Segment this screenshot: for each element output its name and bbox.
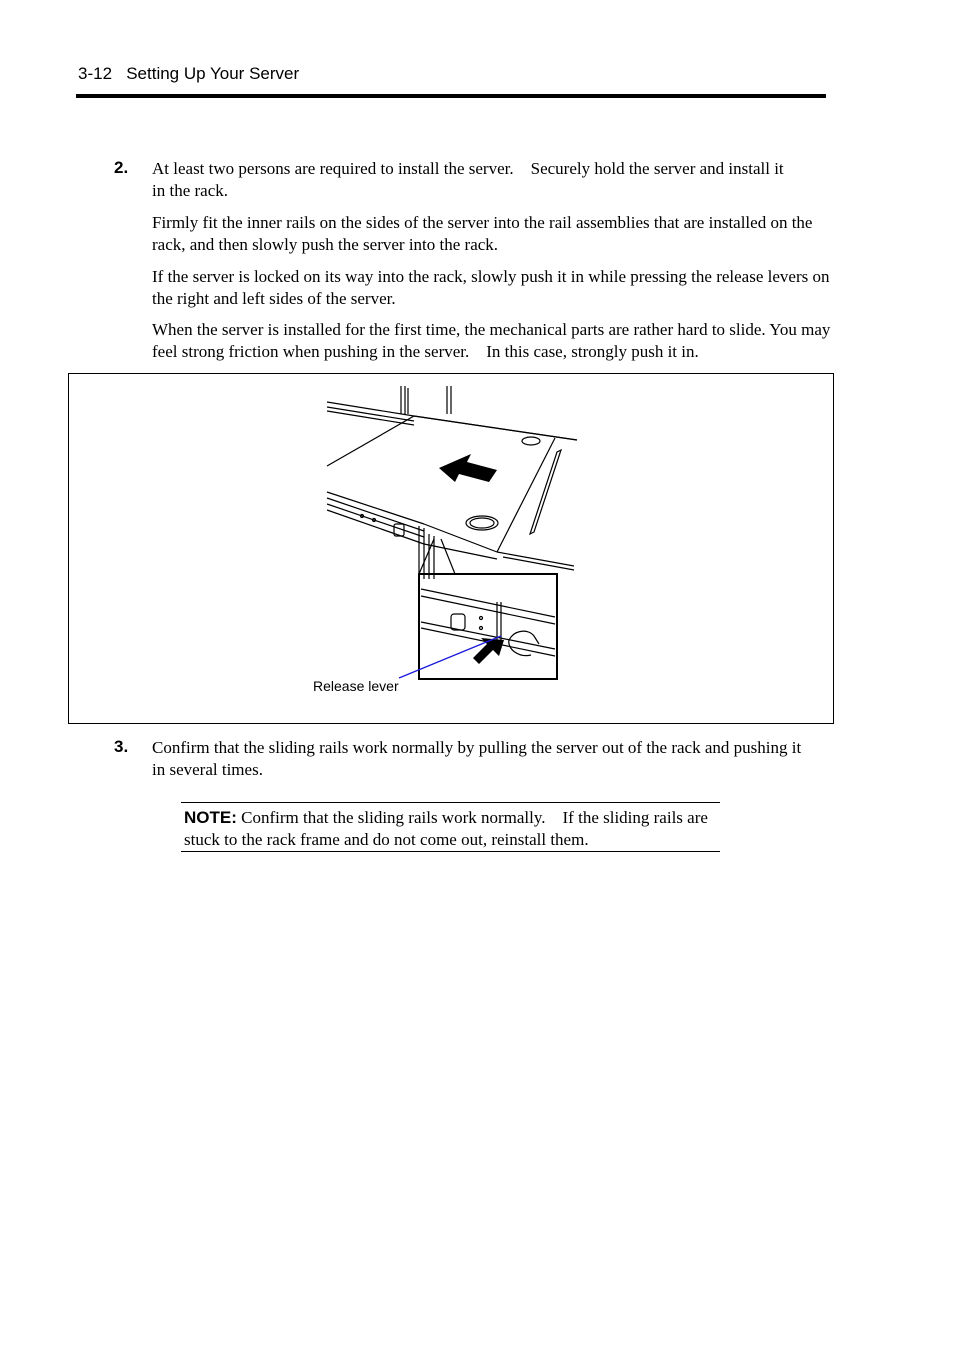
step-paragraph: Firmly fit the inner rails on the sides of the server into the rail assemblies that are installed on the rack, and then slowly push the server into the rack. bbox=[152, 213, 813, 254]
note-text bbox=[184, 807, 714, 850]
note-box bbox=[181, 802, 720, 852]
step-paragraph: When the server is installed for the first time, the mechanical parts are rather hard to slide. You may feel strong friction when pushing in the server. In this case, strongly push it in. bbox=[152, 320, 831, 361]
server-installation-figure bbox=[68, 373, 834, 724]
step-number: 3. bbox=[114, 737, 129, 756]
release-lever-label: Release lever bbox=[313, 678, 399, 694]
press-arrow bbox=[473, 638, 504, 664]
note-body: Confirm that the sliding rails work normally. If the sliding rails are stuck to the rack frame and do not come out, reinstall them. bbox=[184, 808, 708, 849]
page-header bbox=[78, 64, 299, 84]
page-number: 3-12 bbox=[78, 64, 113, 83]
step-number: 2. bbox=[114, 158, 129, 177]
step-paragraph: If the server is locked on its way into the rack, slowly push it in while pressing the release levers on the right and left sides of the server. bbox=[152, 267, 830, 308]
section-title: Setting Up Your Server bbox=[126, 64, 300, 83]
note-label: NOTE: bbox=[184, 808, 237, 827]
step-paragraph: At least two persons are required to install the server. Securely hold the server and install it in the rack. bbox=[152, 159, 784, 200]
step-paragraph: Confirm that the sliding rails work normally by pulling the server out of the rack and pushing it in several times. bbox=[152, 738, 802, 779]
header-rule bbox=[76, 94, 826, 98]
server-rack-illustration bbox=[69, 374, 833, 723]
push-arrow bbox=[439, 454, 497, 482]
